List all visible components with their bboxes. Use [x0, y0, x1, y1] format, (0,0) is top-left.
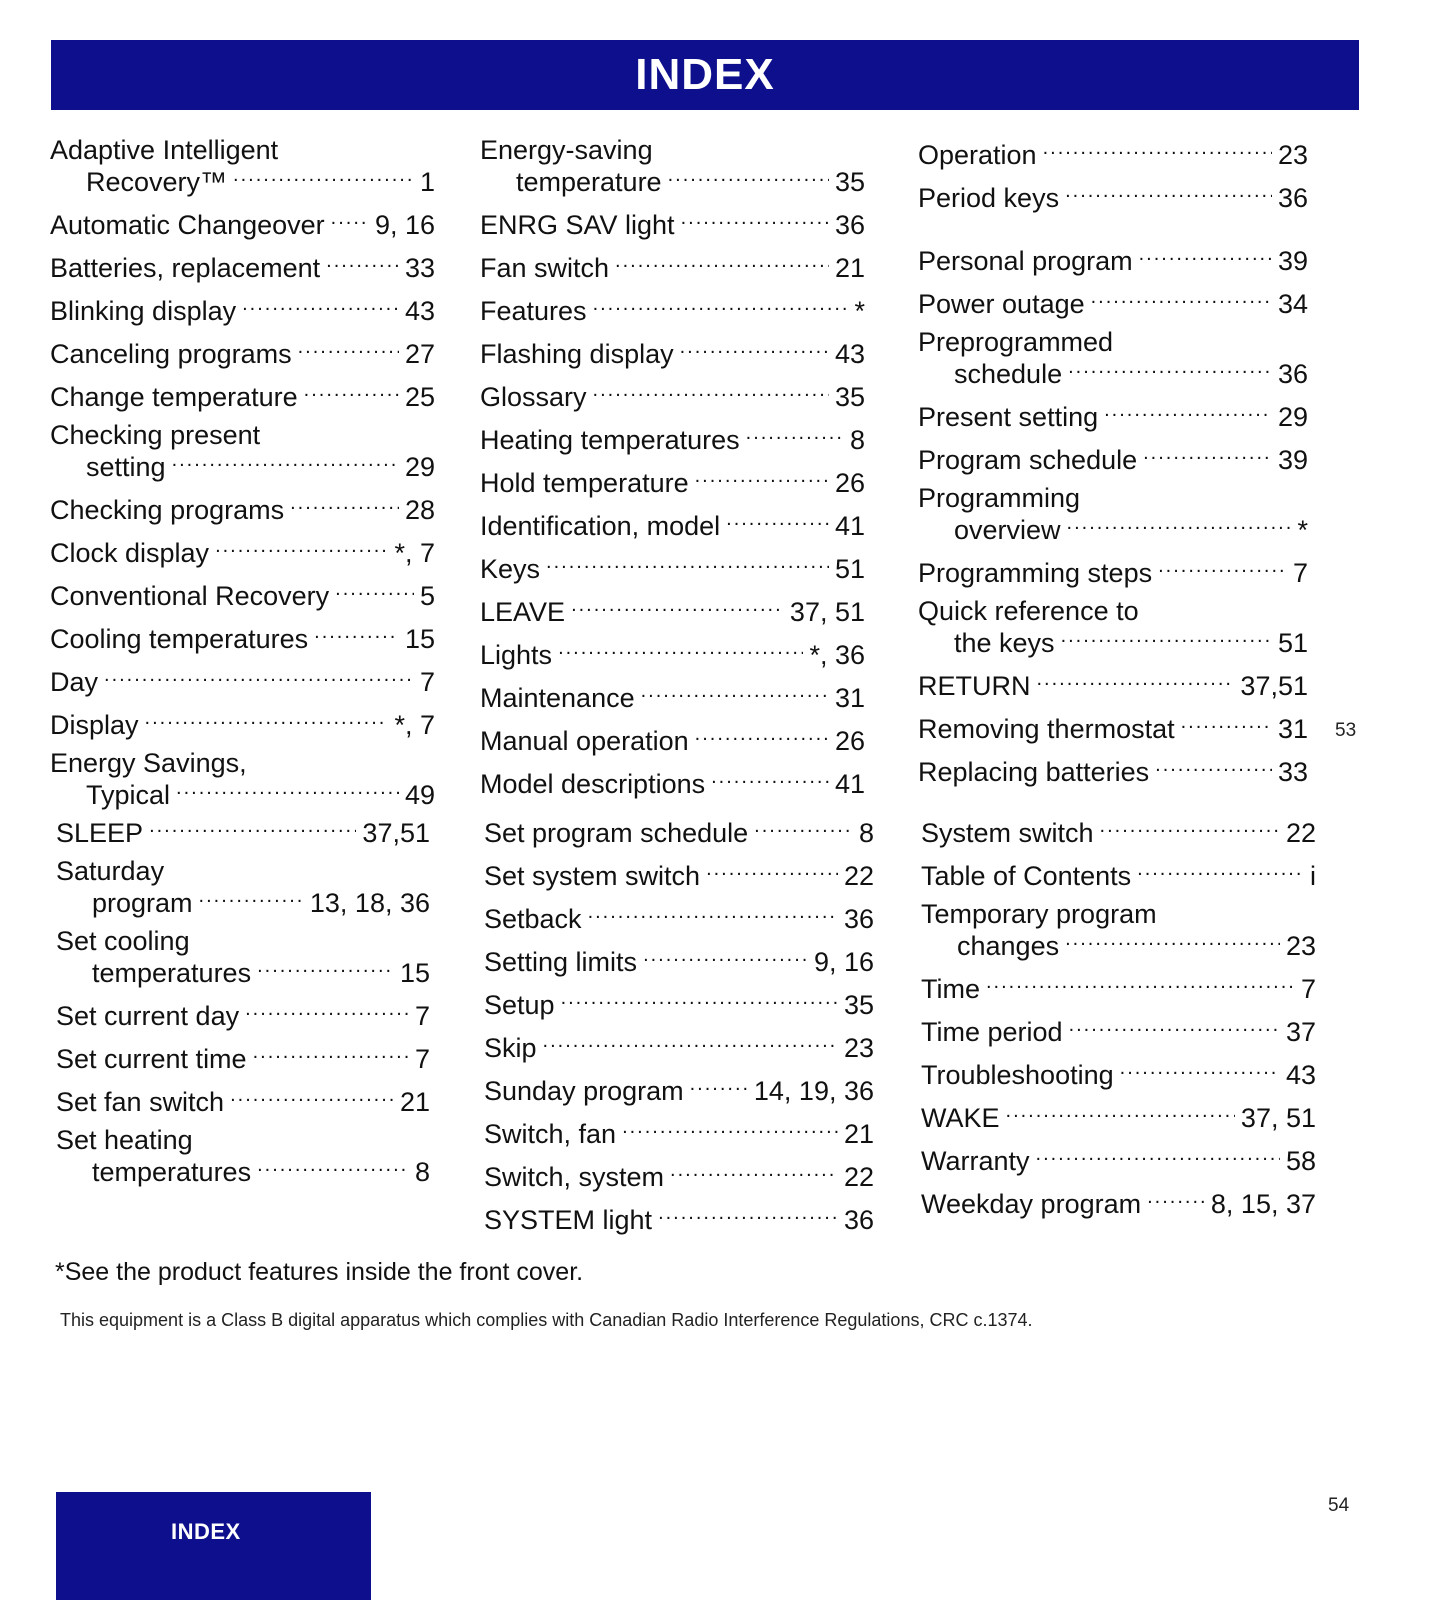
index-term: Change temperature [50, 382, 298, 412]
index-term: Batteries, replacement [50, 253, 321, 283]
index-term: Time [921, 974, 980, 1004]
index-entry [484, 1030, 874, 1062]
dot-leader [746, 422, 844, 449]
index-term: Set current time [56, 1044, 247, 1074]
page-reference: 8, 15, 37 [1210, 1189, 1316, 1219]
dot-leader [754, 815, 853, 842]
page-reference: 35 [843, 990, 874, 1020]
index-entry [50, 535, 435, 567]
index-entry [50, 336, 435, 368]
page-reference: 7 [1292, 558, 1308, 588]
page-reference: 7 [419, 667, 435, 697]
page-reference: 23 [843, 1033, 874, 1063]
dot-leader [1143, 442, 1272, 469]
dot-leader [1120, 1057, 1280, 1084]
index-entry [50, 621, 435, 653]
dot-leader [1181, 711, 1272, 738]
page-reference: 37, 51 [789, 597, 865, 627]
dot-leader [681, 207, 829, 234]
index-entry [484, 815, 874, 847]
page-reference: 29 [404, 452, 435, 482]
index-column-2 [480, 137, 865, 809]
index-term: Switch, fan [484, 1119, 617, 1149]
index-entry [480, 207, 865, 239]
index-term: Energy-saving [480, 135, 653, 165]
page-reference: 58 [1285, 1146, 1316, 1176]
index-term: Glossary [480, 382, 587, 412]
index-term: Troubleshooting [921, 1060, 1114, 1090]
dot-leader [176, 777, 399, 804]
dot-leader [1069, 1014, 1280, 1041]
index-entry [480, 250, 865, 282]
index-entry [480, 766, 865, 798]
page-reference: 7 [414, 1001, 430, 1031]
index-term: Features [480, 296, 587, 326]
page-reference: 41 [834, 769, 865, 799]
index-term: Cooling temperatures [50, 624, 309, 654]
dot-leader [1036, 1143, 1280, 1170]
index-entry [50, 578, 435, 610]
index-entry [56, 1127, 430, 1186]
index-term: Quick reference to [918, 596, 1139, 626]
index-entry [918, 286, 1308, 318]
index-term: setting [86, 452, 166, 482]
page-reference: 35 [834, 382, 865, 412]
dot-leader [561, 987, 838, 1014]
page-reference: 21 [843, 1119, 874, 1149]
dot-leader [1137, 858, 1304, 885]
index-entry [480, 379, 865, 411]
spacer [918, 223, 1308, 243]
index-term: Programming [918, 483, 1081, 513]
page-reference: 29 [1277, 402, 1308, 432]
dot-leader [546, 551, 829, 578]
page-number-53: 53 [1335, 720, 1357, 741]
index-column-4 [56, 815, 430, 1197]
page-reference: 37 [1285, 1017, 1316, 1047]
index-term: Canceling programs [50, 339, 292, 369]
page-reference: 21 [834, 253, 865, 283]
page-reference: 14, 19, 36 [753, 1076, 874, 1106]
dot-leader [335, 578, 414, 605]
index-term: Period keys [918, 183, 1060, 213]
page-reference: 31 [834, 683, 865, 713]
page-reference: 5 [419, 581, 435, 611]
index-term: Set fan switch [56, 1087, 225, 1117]
index-entry [480, 422, 865, 454]
dot-leader [172, 449, 399, 476]
dot-leader [1100, 815, 1280, 842]
index-entry [480, 293, 865, 325]
page-reference: 51 [1277, 628, 1308, 658]
dot-leader [543, 1030, 838, 1057]
page-reference: 7 [414, 1044, 430, 1074]
page-reference: 25 [404, 382, 435, 412]
page-reference: *, 36 [809, 640, 865, 670]
page-reference: 36 [1277, 359, 1308, 389]
dot-leader [622, 1116, 838, 1143]
dot-leader [257, 955, 394, 982]
index-entry [56, 928, 430, 987]
dot-leader [1061, 625, 1272, 652]
index-entry [56, 1041, 430, 1073]
page-reference: 9, 16 [374, 210, 435, 240]
compliance-notice: This equipment is a Class B digital apparatus which complies with Canadian Radio Interference Regulations, CRC c.1374. [60, 1310, 1033, 1330]
page-reference: 26 [834, 468, 865, 498]
dot-leader [670, 1159, 838, 1186]
page-reference: 15 [399, 958, 430, 988]
page-reference: 15 [404, 624, 435, 654]
page-title: INDEX [635, 50, 775, 99]
index-term: Fan switch [480, 253, 610, 283]
page-reference: 37,51 [1240, 671, 1308, 701]
dot-leader [230, 1084, 394, 1111]
page-reference: * [1297, 515, 1308, 545]
page-reference: 8 [858, 818, 874, 848]
index-entry [484, 1116, 874, 1148]
page-reference: 43 [834, 339, 865, 369]
index-entry [918, 754, 1308, 786]
page-reference: 8 [849, 425, 865, 455]
dot-leader [986, 971, 1295, 998]
index-term: program [92, 888, 193, 918]
index-entry [484, 944, 874, 976]
index-term: Power outage [918, 289, 1085, 319]
page-reference: 7 [1300, 974, 1316, 1004]
index-entry [56, 998, 430, 1030]
page-reference: 9, 16 [813, 947, 874, 977]
index-term: Model descriptions [480, 769, 706, 799]
dot-leader [253, 1041, 409, 1068]
page-reference: 43 [1285, 1060, 1316, 1090]
index-term: Display [50, 710, 139, 740]
page-reference: 21 [399, 1087, 430, 1117]
index-term: SLEEP [56, 818, 144, 848]
index-entry [918, 668, 1308, 700]
index-column-3 [918, 137, 1308, 797]
page-reference: 37,51 [362, 818, 430, 848]
index-entry [480, 637, 865, 669]
index-term: Adaptive Intelligent [50, 135, 279, 165]
index-term: Set heating [56, 1125, 193, 1155]
dot-leader [1043, 137, 1272, 164]
index-entry [918, 137, 1308, 169]
dot-leader [615, 250, 829, 277]
index-entry [918, 243, 1308, 275]
footer-tab-label: INDEX [171, 1519, 241, 1544]
dot-leader [690, 1073, 748, 1100]
page-reference: 39 [1277, 246, 1308, 276]
index-term: Energy Savings, [50, 748, 247, 778]
dot-leader [314, 621, 399, 648]
page-reference: 43 [404, 296, 435, 326]
index-term: Keys [480, 554, 541, 584]
index-entry [484, 858, 874, 890]
dot-leader [1104, 399, 1272, 426]
index-entry [921, 901, 1316, 960]
index-term: Sunday program [484, 1076, 684, 1106]
index-term: Skip [484, 1033, 537, 1063]
dot-leader [1091, 286, 1272, 313]
dot-leader [331, 207, 369, 234]
dot-leader [257, 1154, 409, 1181]
index-term: Time period [921, 1017, 1063, 1047]
dot-leader [695, 723, 829, 750]
page-reference: 13, 18, 36 [309, 888, 430, 918]
dot-leader [242, 293, 399, 320]
dot-leader [695, 465, 829, 492]
footnote: *See the product features inside the front cover. [55, 1258, 584, 1286]
dot-leader [104, 664, 414, 691]
index-entry [484, 1159, 874, 1191]
dot-leader [149, 815, 356, 842]
index-entry [50, 379, 435, 411]
index-term: Heating temperatures [480, 425, 740, 455]
index-term: Removing thermostat [918, 714, 1175, 744]
index-term: Warranty [921, 1146, 1030, 1176]
index-entry [484, 987, 874, 1019]
index-term: Switch, system [484, 1162, 665, 1192]
page-reference: 39 [1277, 445, 1308, 475]
index-term: temperature [516, 167, 662, 197]
index-entry [921, 858, 1316, 890]
index-entry [484, 1073, 874, 1105]
page-reference: *, 7 [394, 710, 435, 740]
index-term: Program schedule [918, 445, 1138, 475]
index-entry [921, 1186, 1316, 1218]
dot-leader [680, 336, 829, 363]
index-term: Checking present [50, 420, 261, 450]
index-entry [50, 137, 435, 196]
index-entry [56, 815, 430, 847]
index-entry [918, 442, 1308, 474]
index-term: Hold temperature [480, 468, 689, 498]
index-term: LEAVE [480, 597, 566, 627]
dot-leader [1065, 928, 1280, 955]
index-entry [50, 422, 435, 481]
index-entry [921, 815, 1316, 847]
index-term: System switch [921, 818, 1094, 848]
index-term: Set cooling [56, 926, 190, 956]
index-entry [480, 594, 865, 626]
index-entry [480, 551, 865, 583]
footer-index-tab [56, 1492, 371, 1600]
page-reference: i [1310, 861, 1316, 891]
index-term: Operation [918, 140, 1037, 170]
index-entry [480, 680, 865, 712]
index-term: Saturday [56, 856, 165, 886]
page-reference: 36 [834, 210, 865, 240]
index-term: Setback [484, 904, 582, 934]
dot-leader [245, 998, 409, 1025]
page-reference: 35 [834, 167, 865, 197]
page-reference: 26 [834, 726, 865, 756]
index-entry [921, 1014, 1316, 1046]
index-column-6 [921, 815, 1316, 1229]
page-reference: 36 [843, 1205, 874, 1235]
index-entry [484, 901, 874, 933]
index-entry [921, 971, 1316, 1003]
index-term: Blinking display [50, 296, 237, 326]
dot-leader [1067, 512, 1292, 539]
index-entry [484, 1202, 874, 1234]
index-term: ENRG SAV light [480, 210, 675, 240]
dot-leader [588, 901, 838, 928]
dot-leader [1147, 1186, 1205, 1213]
index-term: Automatic Changeover [50, 210, 325, 240]
index-term: temperatures [92, 958, 252, 988]
page-reference: * [854, 296, 865, 326]
index-term: changes [957, 931, 1060, 961]
page-reference: 8 [414, 1157, 430, 1187]
dot-leader [1037, 668, 1235, 695]
index-entry [918, 555, 1308, 587]
page-reference: 23 [1277, 140, 1308, 170]
index-entry [50, 492, 435, 524]
page-reference: 22 [1285, 818, 1316, 848]
index-entry [921, 1057, 1316, 1089]
index-entry [50, 250, 435, 282]
dot-leader [1158, 555, 1287, 582]
index-term: the keys [954, 628, 1055, 658]
dot-leader [233, 164, 414, 191]
page-reference: 36 [843, 904, 874, 934]
index-term: Clock display [50, 538, 210, 568]
index-entry [50, 750, 435, 809]
index-term: RETURN [918, 671, 1031, 701]
dot-leader [1155, 754, 1272, 781]
index-term: Programming steps [918, 558, 1153, 588]
index-term: Flashing display [480, 339, 674, 369]
page-reference: 22 [843, 1162, 874, 1192]
index-term: Table of Contents [921, 861, 1132, 891]
index-term: schedule [954, 359, 1063, 389]
index-term: Set current day [56, 1001, 240, 1031]
index-term: Manual operation [480, 726, 689, 756]
page-reference: 41 [834, 511, 865, 541]
index-term: overview [954, 515, 1061, 545]
page-reference: 28 [404, 495, 435, 525]
index-entry [480, 336, 865, 368]
index-entry [50, 707, 435, 739]
index-entry [50, 293, 435, 325]
dot-leader [641, 680, 829, 707]
index-entry [480, 137, 865, 196]
page-reference: *, 7 [394, 538, 435, 568]
index-entry [480, 723, 865, 755]
dot-leader [199, 885, 304, 912]
index-term: Lights [480, 640, 553, 670]
index-entry [56, 1084, 430, 1116]
dot-leader [558, 637, 803, 664]
index-term: Personal program [918, 246, 1133, 276]
dot-leader [145, 707, 389, 734]
index-column-5 [484, 815, 874, 1245]
index-entry [918, 485, 1308, 544]
dot-leader [706, 858, 838, 885]
index-term: Set program schedule [484, 818, 749, 848]
index-entry [918, 598, 1308, 657]
index-term: WAKE [921, 1103, 1000, 1133]
dot-leader [298, 336, 399, 363]
dot-leader [643, 944, 808, 971]
index-term: SYSTEM light [484, 1205, 653, 1235]
dot-leader [1006, 1100, 1235, 1127]
index-term: Setup [484, 990, 555, 1020]
page-reference: 27 [404, 339, 435, 369]
dot-leader [711, 766, 829, 793]
dot-leader [658, 1202, 838, 1229]
index-term: Temporary program [921, 899, 1157, 929]
page-reference: 51 [834, 554, 865, 584]
index-entry [918, 399, 1308, 431]
index-entry [56, 858, 430, 917]
dot-leader [326, 250, 399, 277]
dot-leader [571, 594, 784, 621]
index-entry [480, 508, 865, 540]
page-reference: 36 [1277, 183, 1308, 213]
index-term: Present setting [918, 402, 1099, 432]
dot-leader [726, 508, 829, 535]
index-term: Preprogrammed [918, 327, 1114, 357]
page-number-54: 54 [1328, 1495, 1350, 1516]
dot-leader [668, 164, 829, 191]
index-term: Weekday program [921, 1189, 1142, 1219]
index-entry [50, 207, 435, 239]
dot-leader [215, 535, 388, 562]
dot-leader [290, 492, 399, 519]
index-entry [918, 180, 1308, 212]
dot-leader [593, 379, 829, 406]
page-reference: 23 [1285, 931, 1316, 961]
page-reference: 34 [1277, 289, 1308, 319]
page-reference: 31 [1277, 714, 1308, 744]
index-term: Setting limits [484, 947, 638, 977]
index-term: Replacing batteries [918, 757, 1150, 787]
dot-leader [304, 379, 399, 406]
index-entry [918, 711, 1308, 743]
page-reference: 1 [419, 167, 435, 197]
page-reference: 22 [843, 861, 874, 891]
dot-leader [1065, 180, 1272, 207]
index-term: temperatures [92, 1157, 252, 1187]
index-entry [921, 1143, 1316, 1175]
index-term: Typical [86, 780, 171, 810]
page-reference: 33 [1277, 757, 1308, 787]
dot-leader [1068, 356, 1272, 383]
index-term: Maintenance [480, 683, 635, 713]
index-term: Set system switch [484, 861, 701, 891]
index-term: Conventional Recovery [50, 581, 330, 611]
page-reference: 49 [404, 780, 435, 810]
index-entry [921, 1100, 1316, 1132]
index-entry [50, 664, 435, 696]
index-term: Identification, model [480, 511, 721, 541]
page-reference: 33 [404, 253, 435, 283]
index-term: Checking programs [50, 495, 285, 525]
dot-leader [1139, 243, 1272, 270]
index-entry [480, 465, 865, 497]
dot-leader [593, 293, 849, 320]
index-entry [918, 329, 1308, 388]
index-header-bar [51, 40, 1359, 110]
page-reference: 37, 51 [1240, 1103, 1316, 1133]
index-column-1 [50, 137, 435, 820]
index-term: Recovery™ [86, 167, 228, 197]
index-term: Day [50, 667, 99, 697]
